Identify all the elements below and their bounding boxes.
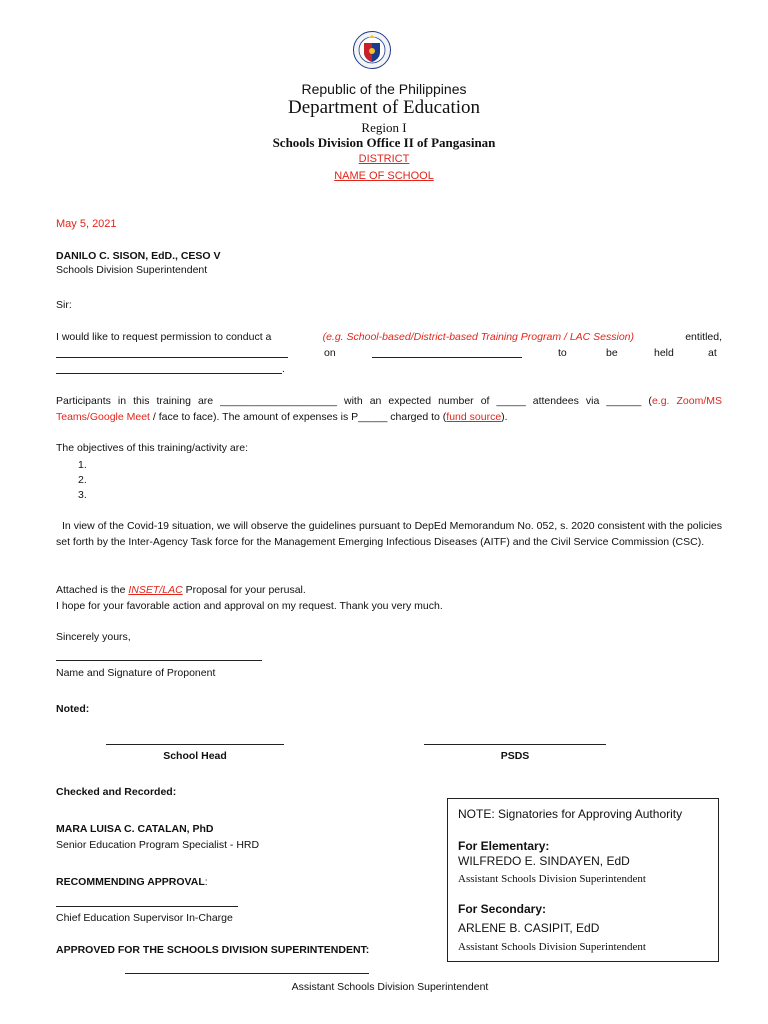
hope-line: I hope for your favorable action and approval on my request. Thank you very much. bbox=[56, 600, 443, 612]
venue-blank-line bbox=[56, 373, 282, 374]
paragraph-1-line-1 bbox=[56, 329, 722, 345]
deped-seal-icon bbox=[353, 27, 391, 73]
p1-period: . bbox=[282, 363, 285, 375]
catalan-title: Senior Education Program Specialist - HRD bbox=[56, 839, 260, 851]
p1-held: held bbox=[654, 347, 674, 359]
p1-entitled: entitled, bbox=[685, 331, 722, 343]
attached-line bbox=[56, 582, 306, 598]
recommending-approval-label: RECOMMENDING APPROVAL bbox=[56, 876, 205, 888]
objective-item-3: 3. bbox=[78, 489, 87, 501]
secondary-title: Assistant Schools Division Superintendent bbox=[458, 941, 646, 953]
attached-inset-lac: INSET/LAC bbox=[128, 584, 183, 596]
paragraph-2 bbox=[56, 393, 722, 425]
asds-signature-line bbox=[125, 973, 369, 974]
date-blank-line bbox=[372, 357, 522, 358]
objectives-intro: The objectives of this training/activity are: bbox=[56, 442, 249, 454]
p2-fund-source: fund source bbox=[446, 411, 502, 423]
region-label: Region I bbox=[361, 120, 407, 135]
objective-item-2: 2. bbox=[78, 474, 87, 486]
proponent-signature-line bbox=[56, 660, 262, 661]
psds-signature-line bbox=[424, 744, 606, 745]
division-label: Schools Division Office II of Pangasinan bbox=[272, 135, 496, 150]
elementary-label: For Elementary: bbox=[458, 839, 550, 853]
objective-item-1: 1. bbox=[78, 459, 87, 471]
p1-to: to bbox=[558, 347, 567, 359]
p2-part-a: Participants in this training are ____________________ with an expected number of _____ attendees via ______ ( bbox=[56, 395, 652, 407]
p2-part-b: / face to face). The amount of expenses is P_____ charged to ( bbox=[152, 411, 447, 423]
note-title: NOTE: Signatories for Approving Authority bbox=[458, 807, 683, 821]
elementary-title: Assistant Schools Division Superintendent bbox=[458, 873, 646, 885]
paragraph-1-line-3 bbox=[56, 361, 296, 377]
p1-at: at bbox=[708, 347, 717, 359]
school-head-label: School Head bbox=[163, 750, 227, 762]
p1-on: on bbox=[324, 347, 336, 359]
republic-label: Republic of the Philippines bbox=[301, 81, 467, 97]
title-blank-line bbox=[56, 357, 288, 358]
p1-example: (e.g. School-based/District-based Training Program / LAC Session) bbox=[322, 331, 635, 343]
p2-example: e.g. Zoom/MS Teams/Google Meet bbox=[56, 395, 722, 423]
school-head-signature-line bbox=[106, 744, 284, 745]
school-name-label: NAME OF SCHOOL bbox=[334, 170, 434, 182]
attached-part-a: Attached is the bbox=[56, 584, 126, 596]
department-title: Department of Education bbox=[287, 97, 481, 118]
psds-label: PSDS bbox=[500, 750, 530, 762]
p2-part-c: ). bbox=[501, 411, 508, 423]
recipient-name: DANILO C. SISON, EdD., CESO V bbox=[56, 250, 221, 262]
ces-label: Chief Education Supervisor In-Charge bbox=[56, 912, 233, 924]
salutation: Sir: bbox=[56, 299, 72, 311]
recommending-approval-line bbox=[56, 874, 208, 890]
recipient-title: Schools Division Superintendent bbox=[56, 264, 208, 276]
district-label: DISTRICT bbox=[358, 153, 410, 165]
ces-signature-line bbox=[56, 906, 238, 907]
covid-paragraph: In view of the Covid-19 situation, we will observe the guidelines pursuant to DepEd Memorandum No. 052, s. 2020 consistent with the policies set forth by the Inter-Agency Task force for the Management Emerging Infectious Diseases (AITF) and the Civil Service Commission (CSC). bbox=[56, 520, 722, 548]
elementary-name: WILFREDO E. SINDAYEN, EdD bbox=[458, 854, 630, 868]
p1-be: be bbox=[606, 347, 618, 359]
paragraph-1-line-2 bbox=[56, 345, 722, 361]
approved-label: APPROVED FOR THE SCHOOLS DIVISION SUPERINTENDENT: bbox=[56, 944, 370, 956]
asds-label: Assistant Schools Division Superintendent bbox=[291, 981, 489, 993]
p1-intro: I would like to request permission to conduct a bbox=[56, 331, 272, 343]
noted-label: Noted: bbox=[56, 703, 90, 715]
proponent-label: Name and Signature of Proponent bbox=[56, 667, 216, 679]
recommending-colon: : bbox=[204, 876, 208, 888]
letter-date: May 5, 2021 bbox=[56, 218, 117, 230]
secondary-name: ARLENE B. CASIPIT, EdD bbox=[458, 921, 600, 935]
approving-authority-note-box bbox=[447, 798, 719, 962]
secondary-label: For Secondary: bbox=[458, 902, 547, 916]
attached-part-b: Proposal for your perusal. bbox=[185, 584, 306, 596]
catalan-name: MARA LUISA C. CATALAN, PhD bbox=[56, 823, 214, 835]
checked-recorded-label: Checked and Recorded: bbox=[56, 786, 177, 798]
closing: Sincerely yours, bbox=[56, 631, 131, 643]
